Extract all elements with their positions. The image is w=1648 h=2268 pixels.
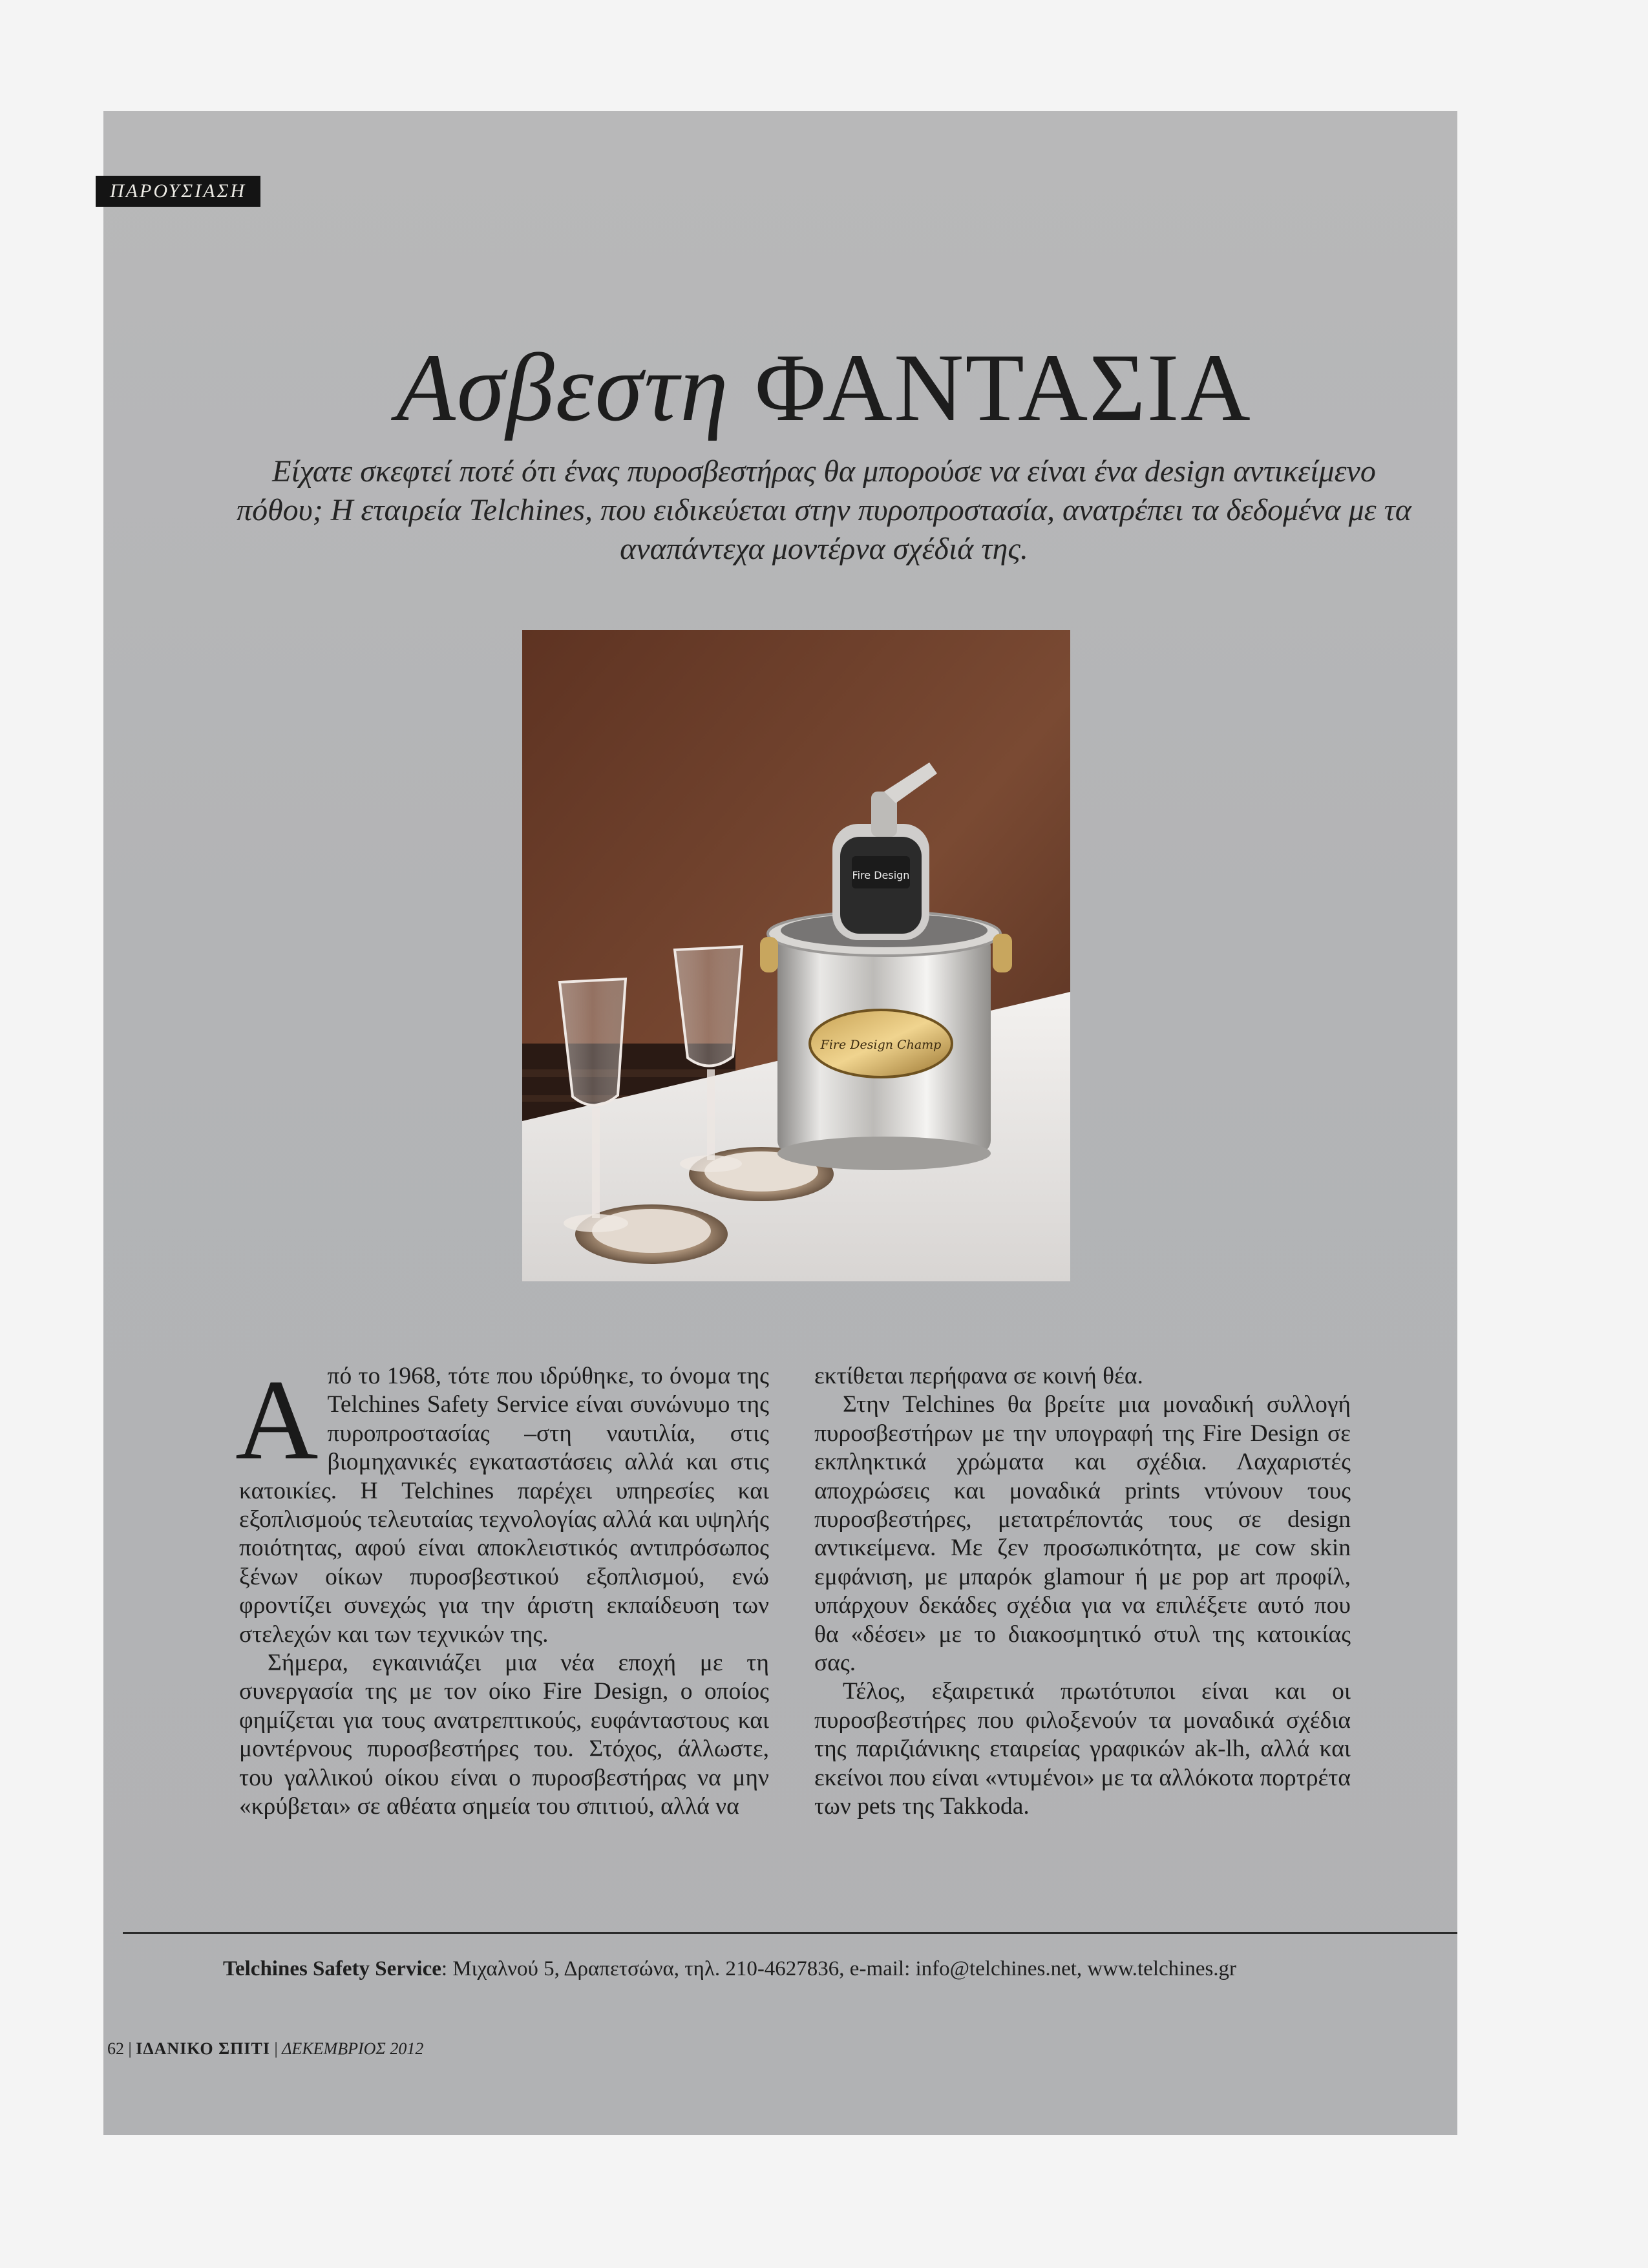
contact-line <box>223 1955 1451 1983</box>
drop-cap: Α <box>235 1356 319 1484</box>
contact-company: Telchines Safety Service <box>223 1957 441 1980</box>
page-footer <box>107 2039 423 2059</box>
section-tag: ΠΑΡΟΥΣΙΑΣΗ <box>96 176 260 207</box>
article-column-right <box>814 1362 1351 1822</box>
magazine-name: ΙΔΑΝΙΚΟ ΣΠΙΤΙ <box>136 2039 270 2058</box>
issue-date: ΔΕΚΕΜΒΡΙΟΣ 2012 <box>282 2039 424 2058</box>
divider-rule <box>123 1932 1457 1934</box>
paragraph-3: Στην Telchines θα βρείτε μια μοναδική συλλογή πυροσβεστήρων με την υπογραφή της Fire Design σε εκπληκτικά χρώματα και σχέδια. Λαχαριστές αποχρώσεις και μοναδικά prints ντύνουν τους πυροσβεστήρες, μετατρέποντάς τους σε design αντικείμενα. Με ζεν προσωπικότητα, με cow skin εμφάνιση, με μπαρόκ glamour ή με pop art προφίλ, υπάρχουν δεκάδες σχέδια για να επιλέξετε αυτό που θα «δέσει» με το διακοσμητικό στυλ της κατοικίας σας. <box>814 1391 1351 1677</box>
article-title <box>0 336 1648 439</box>
plaque-text: Fire Design Champ <box>820 1038 942 1052</box>
title-italic: Ασβεστη <box>396 334 730 441</box>
paragraph-2-continued: εκτίθεται περήφανα σε κοινή θέα. <box>814 1363 1143 1389</box>
can-label: Fire Design <box>852 869 910 881</box>
footer-separator: | <box>128 2039 136 2058</box>
paragraph-1 <box>235 1356 769 1649</box>
article-column-left <box>235 1356 769 1822</box>
paragraph-4: Τέλος, εξαιρετικά πρωτότυποι είναι και οι πυροσβεστήρες που φιλοξενούν τα μοναδικά σχέδια της παριζιάνικης εταιρείας γραφικών ak-lh, αλλά και εκείνοι που είναι «ντυμένοι» με τα αλλόκοτα πορτρέτα των pets της Takkoda. <box>814 1678 1351 1820</box>
paragraph-1-text: πό το 1968, τότε που ιδρύθηκε, το όνομα της Telchines Safety Service είναι συνώνυμο της πυροπροστασίας –στη ναυτιλία, στις βιομηχανικές εγκαταστάσεις αλλά και στις κατοικίες. Η Telchines παρέχει υπηρεσίες και εξοπλισμούς τελευταίας τεχνολογίας αλλά και υψηλής ποιότητας, αφού είναι αποκλειστικός αντιπρόσωπος ξένων οίκων πυροσβεστικού εξοπλισμού, ενώ φροντίζει συνεχώς για την άριστη εκπαίδευση των στελεχών και των τεχνικών της. <box>239 1363 769 1648</box>
title-caps: ΦΑΝΤΑΣΙΑ <box>755 334 1252 441</box>
article-subtitle: Είχατε σκεφτεί ποτέ ότι ένας πυροσβεστήρας θα μπορούσε να είναι ένα design αντικείμενο πόθου; Η εταιρεία Telchines, που ειδικεύεται στην πυροπροστασία, ανατρέπει τα δεδομένα με τα αναπάντεχα μοντέρνα σχέδιά της. <box>237 454 1411 566</box>
paragraph-2: Σήμερα, εγκαινιάζει μια νέα εποχή με τη συνεργασία της με τον οίκο Fire Design, ο οποίος φημίζεται για τους ανατρεπτικούς, ευφάνταστους και μοντέρνους πυροσβεστήρες του. Στόχος, άλλωστε, του γαλλικού οίκου είναι ο πυροσβεστήρας να μην «κρύβεται» σε αθέατα σημεία του σπιτιού, αλλά να <box>239 1650 769 1820</box>
page-number: 62 <box>107 2039 124 2058</box>
product-photo <box>522 630 1070 1281</box>
contact-details: : Μιχαλνού 5, Δραπετσώνα, τηλ. 210-4627836, e-mail: info@telchines.net, www.telchines.gr <box>441 1957 1237 1980</box>
footer-separator: | <box>274 2039 282 2058</box>
